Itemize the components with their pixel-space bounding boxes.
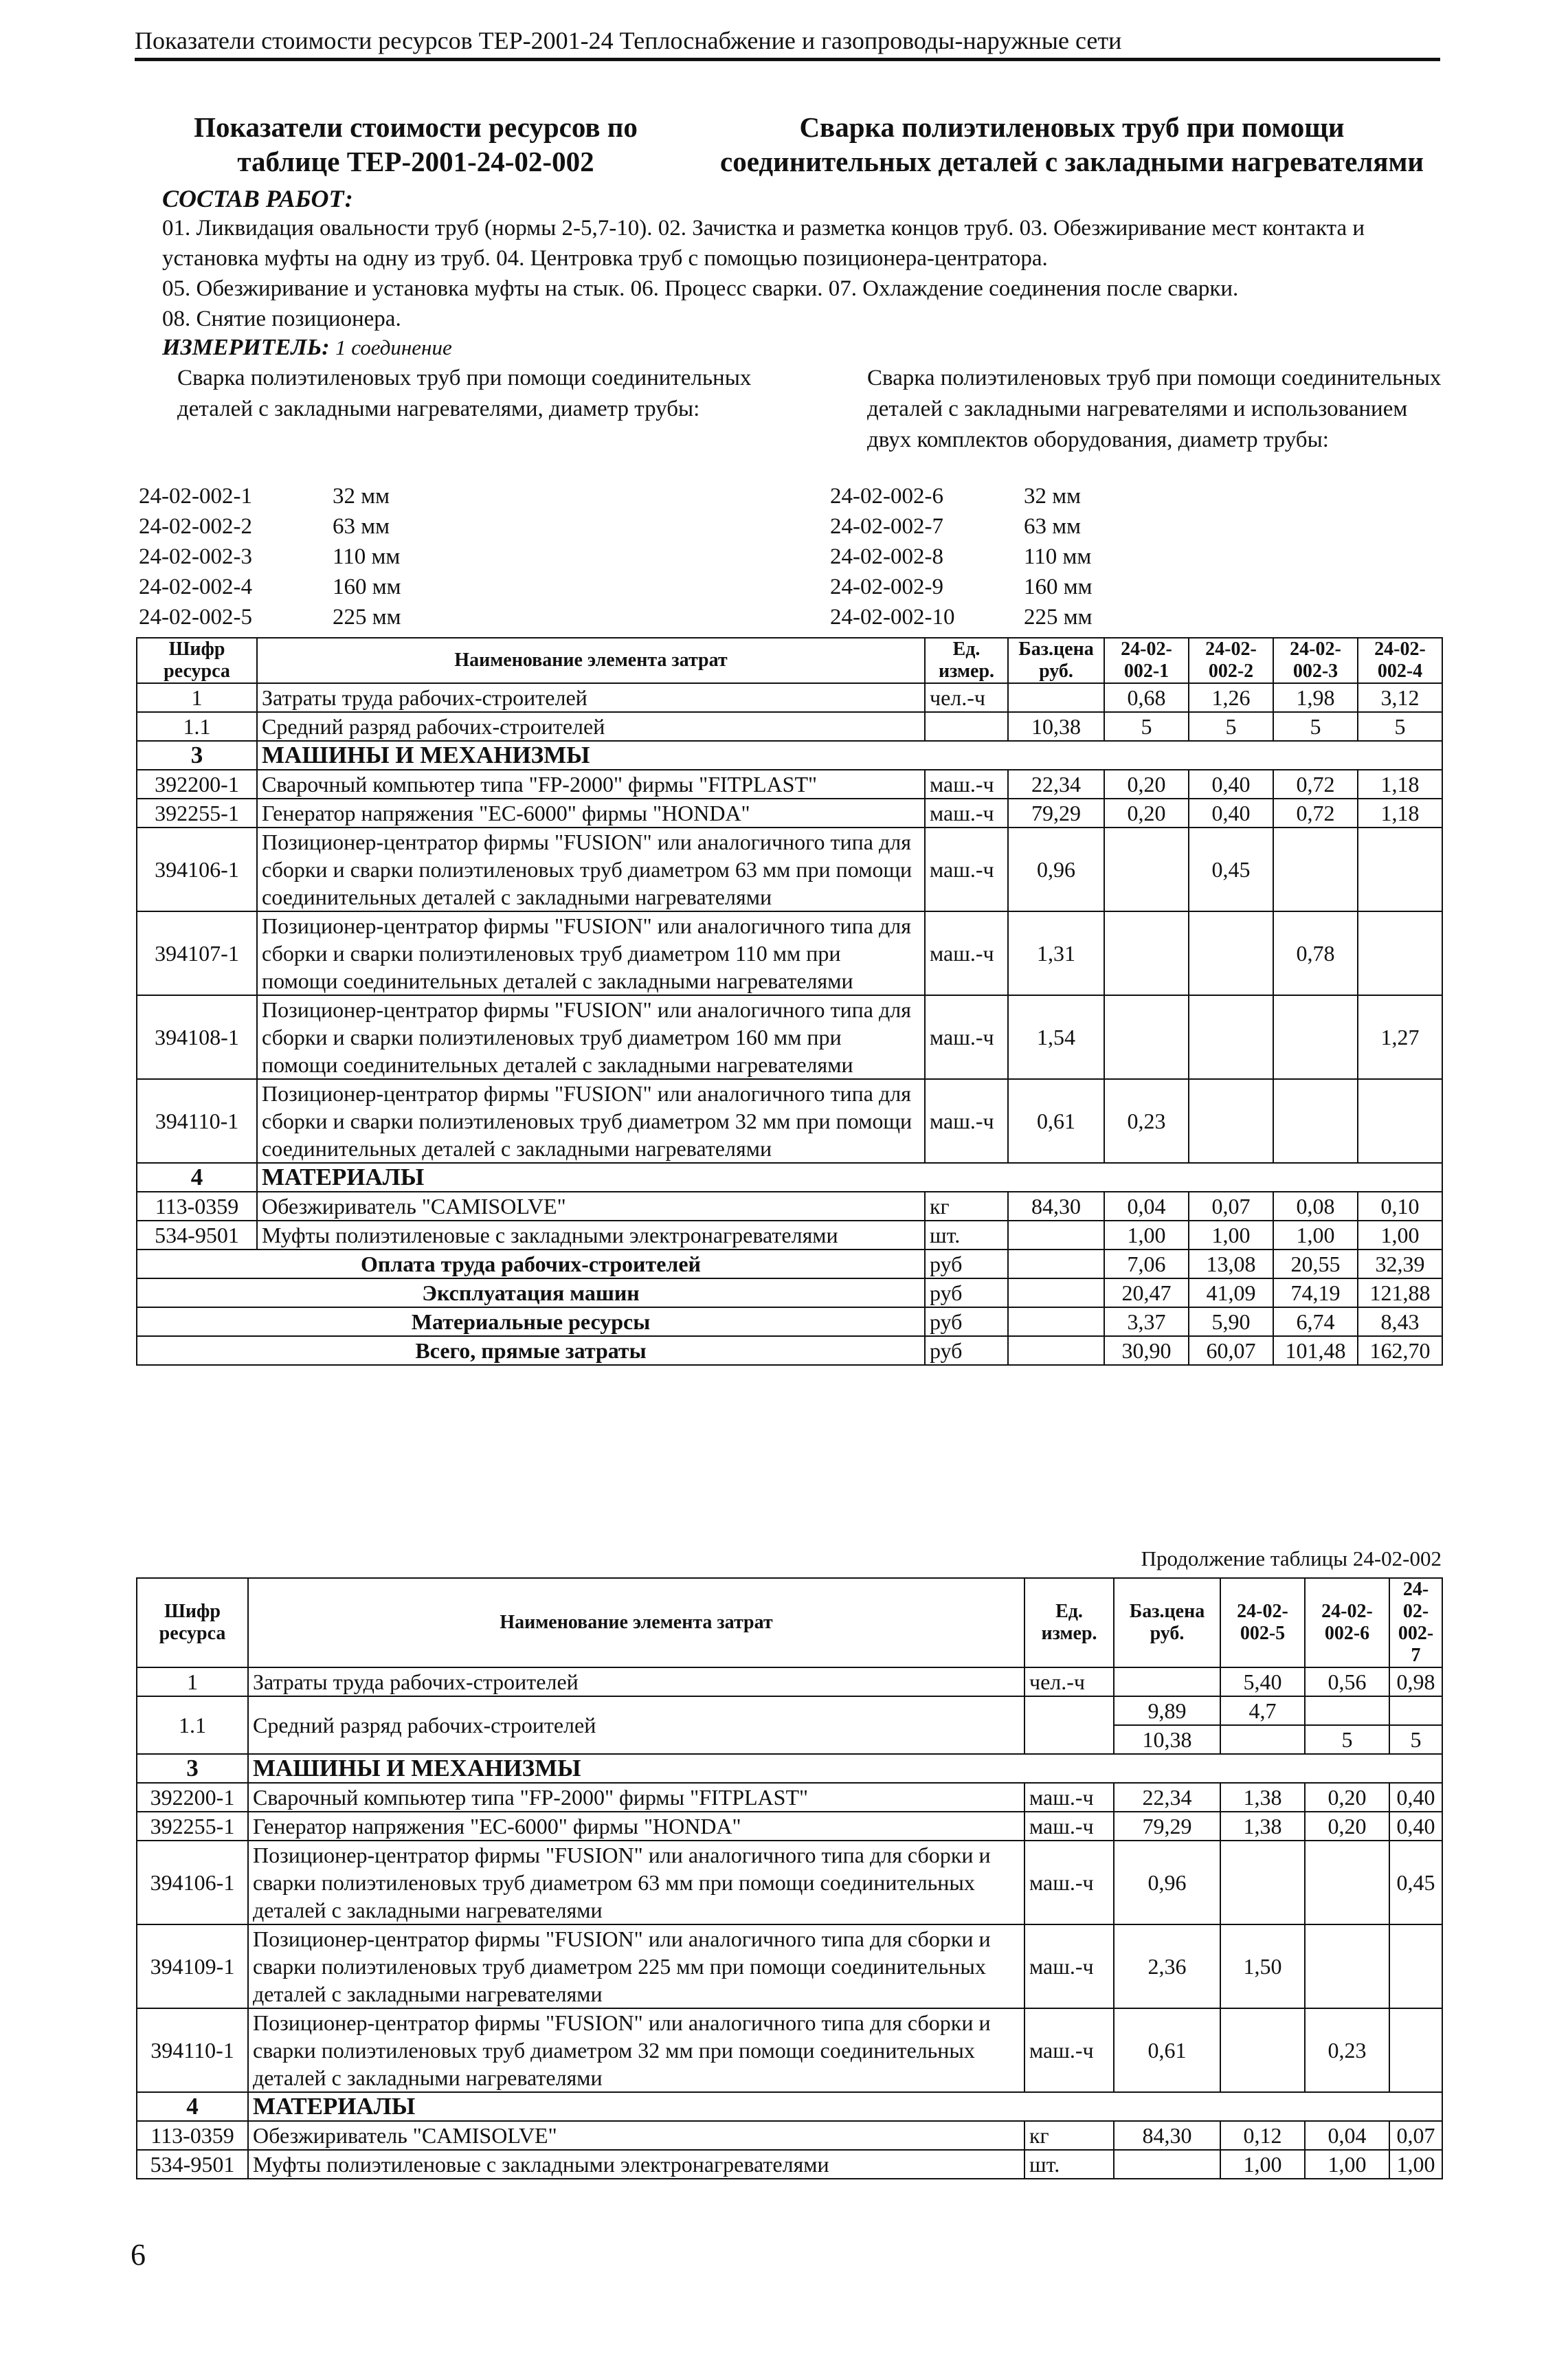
name-cell: Обезжириватель "CAMISOLVE" xyxy=(248,2121,1024,2150)
code: 24-02-002-5 xyxy=(139,605,252,630)
value-cell: 9,89 xyxy=(1114,1696,1220,1725)
column-header: 24-02-002-4 xyxy=(1358,638,1442,683)
value-cell xyxy=(1114,1667,1220,1696)
value-cell: 0,72 xyxy=(1273,770,1358,799)
value-cell: 0,45 xyxy=(1189,828,1273,911)
value-cell: 1,00 xyxy=(1273,1221,1358,1250)
table-row xyxy=(137,911,1442,995)
code: 24-02-002-1 xyxy=(139,484,252,509)
table-header-row xyxy=(137,638,1442,683)
code-cell: 1 xyxy=(137,683,257,712)
name-cell: Позиционер-центратор фирмы "FUSION" или аналогичного типа для сборки и сварки полиэтиленовых труб диаметром 63 мм при помощи соединительных деталей с закладными нагревателями xyxy=(248,1841,1024,1924)
code-cell: 392255-1 xyxy=(137,1812,248,1841)
value-cell: 8,43 xyxy=(1358,1307,1442,1336)
table-row xyxy=(137,1250,1442,1278)
table-row xyxy=(137,1079,1442,1163)
table-row xyxy=(137,2092,1442,2121)
work-item: 01. Ликвидация овальности труб (нормы 2-5,7-10). 02. Зачистка и разметка концов труб. 03. Обезжиривание мест контакта и установка муфты на одну из труб. 04. Центровка труб с помощью позиционера-центратора. xyxy=(162,216,1365,271)
unit-cell: маш.-ч xyxy=(1024,2008,1114,2092)
value-cell xyxy=(1104,828,1189,911)
code: 24-02-002-7 xyxy=(830,514,943,539)
code-row xyxy=(139,511,401,542)
unit-cell: чел.-ч xyxy=(925,683,1008,712)
diameter: 160 мм xyxy=(1024,575,1093,599)
value-cell xyxy=(1189,911,1273,995)
continuation-note: Продолжение таблицы 24-02-002 xyxy=(1141,1546,1442,1570)
code-row xyxy=(830,542,1093,572)
table-row xyxy=(137,1754,1442,1783)
value-cell: 1,00 xyxy=(1220,2150,1305,2179)
value-cell: 1,38 xyxy=(1220,1812,1305,1841)
unit-cell: маш.-ч xyxy=(1024,1783,1114,1812)
code-cell: 534-9501 xyxy=(137,2150,248,2179)
value-cell: 1,38 xyxy=(1220,1783,1305,1812)
value-cell: 0,23 xyxy=(1305,2008,1389,2092)
desc-left: Сварка полиэтиленовых труб при помощи соединительных деталей с закладными нагревателями, диаметр трубы: xyxy=(177,366,752,421)
table-row xyxy=(137,799,1442,828)
table-row xyxy=(137,828,1442,911)
code-cell: 394110-1 xyxy=(137,2008,248,2092)
code-row xyxy=(139,481,401,511)
value-cell: 0,61 xyxy=(1114,2008,1220,2092)
value-cell: 3,37 xyxy=(1104,1307,1189,1336)
code-row xyxy=(830,481,1093,511)
value-cell: 0,40 xyxy=(1189,770,1273,799)
section-code: 3 xyxy=(137,741,257,770)
value-cell: 0,40 xyxy=(1189,799,1273,828)
value-cell: 0,20 xyxy=(1305,1812,1389,1841)
value-cell xyxy=(1220,1725,1305,1754)
column-header: 24-02-002-5 xyxy=(1220,1578,1305,1667)
value-cell xyxy=(1220,1841,1305,1924)
code-cell: 1 xyxy=(137,1667,248,1696)
value-cell: 0,20 xyxy=(1104,799,1189,828)
name-cell: Муфты полиэтиленовые с закладными электронагревателями xyxy=(248,2150,1024,2179)
unit-cell: кг xyxy=(1024,2121,1114,2150)
unit-cell: маш.-ч xyxy=(925,828,1008,911)
code-cell: 394106-1 xyxy=(137,1841,248,1924)
value-cell xyxy=(1273,995,1358,1079)
value-cell: 3,12 xyxy=(1358,683,1442,712)
table-row xyxy=(137,1278,1442,1307)
value-cell xyxy=(1104,995,1189,1079)
name-cell: Генератор напряжения "EC-6000" фирмы "HONDA" xyxy=(257,799,925,828)
unit-cell: маш.-ч xyxy=(925,911,1008,995)
section-title: МАТЕРИАЛЫ xyxy=(248,2092,1442,2121)
value-cell: 5 xyxy=(1273,712,1358,741)
table-row xyxy=(137,770,1442,799)
value-cell xyxy=(1008,1250,1104,1278)
value-cell: 0,61 xyxy=(1008,1079,1104,1163)
value-cell xyxy=(1389,1924,1442,2008)
value-cell: 0,20 xyxy=(1305,1783,1389,1812)
value-cell: 1,00 xyxy=(1189,1221,1273,1250)
codes-right xyxy=(830,481,1093,632)
code-cell: 113-0359 xyxy=(137,1192,257,1221)
total-label: Материальные ресурсы xyxy=(137,1307,925,1336)
code: 24-02-002-8 xyxy=(830,544,943,569)
column-header: 24-02-002-2 xyxy=(1189,638,1273,683)
name-cell: Генератор напряжения "EC-6000" фирмы "HONDA" xyxy=(248,1812,1024,1841)
value-cell xyxy=(1305,1841,1389,1924)
value-cell: 41,09 xyxy=(1189,1278,1273,1307)
value-cell: 0,10 xyxy=(1358,1192,1442,1221)
value-cell: 79,29 xyxy=(1114,1812,1220,1841)
name-cell: Затраты труда рабочих-строителей xyxy=(248,1667,1024,1696)
total-label: Всего, прямые затраты xyxy=(137,1336,925,1365)
unit-cell: шт. xyxy=(1024,2150,1114,2179)
code-cell: 392200-1 xyxy=(137,770,257,799)
value-cell: 20,47 xyxy=(1104,1278,1189,1307)
name-cell: Позиционер-центратор фирмы "FUSION" или аналогичного типа для сборки и сварки полиэтиленовых труб диаметром 110 мм при помощи соединительных деталей с закладными нагревателями xyxy=(257,911,925,995)
value-cell: 1,00 xyxy=(1358,1221,1442,1250)
value-cell xyxy=(1273,828,1358,911)
value-cell xyxy=(1189,995,1273,1079)
value-cell xyxy=(1008,683,1104,712)
value-cell xyxy=(1189,1079,1273,1163)
diameter: 110 мм xyxy=(1024,544,1092,569)
value-cell xyxy=(1358,911,1442,995)
value-cell: 121,88 xyxy=(1358,1278,1442,1307)
title-left: Показатели стоимости ресурсов по таблице ТЕР-2001-24-02-002 xyxy=(194,111,638,177)
code-cell: 394109-1 xyxy=(137,1924,248,2008)
value-cell: 0,04 xyxy=(1104,1192,1189,1221)
code: 24-02-002-4 xyxy=(139,575,252,599)
column-header: Баз.цена руб. xyxy=(1008,638,1104,683)
name-cell: Позиционер-центратор фирмы "FUSION" или аналогичного типа для сборки и сварки полиэтиленовых труб диаметром 225 мм при помощи соединительных деталей с закладными нагревателями xyxy=(248,1924,1024,2008)
work-item: 08. Снятие позиционера. xyxy=(162,307,401,331)
desc-right: Сварка полиэтиленовых труб при помощи соединительных деталей с закладными нагревателями и использованием двух комплектов оборудования, диаметр трубы: xyxy=(867,366,1442,452)
table-row xyxy=(137,741,1442,770)
value-cell: 0,04 xyxy=(1305,2121,1389,2150)
code-cell: 392200-1 xyxy=(137,1783,248,1812)
code-cell: 113-0359 xyxy=(137,2121,248,2150)
value-cell xyxy=(1114,2150,1220,2179)
table-row xyxy=(137,1192,1442,1221)
code: 24-02-002-3 xyxy=(139,544,252,569)
unit-cell: маш.-ч xyxy=(925,995,1008,1079)
value-cell: 5 xyxy=(1305,1725,1389,1754)
table-row xyxy=(137,712,1442,741)
value-cell: 1,00 xyxy=(1104,1221,1189,1250)
column-header: 24-02-002-6 xyxy=(1305,1578,1389,1667)
value-cell: 1,50 xyxy=(1220,1924,1305,2008)
name-cell: Муфты полиэтиленовые с закладными электронагревателями xyxy=(257,1221,925,1250)
value-cell: 32,39 xyxy=(1358,1250,1442,1278)
table-row xyxy=(137,1307,1442,1336)
value-cell: 0,78 xyxy=(1273,911,1358,995)
column-header: Шифр ресурса xyxy=(137,638,257,683)
section-code: 3 xyxy=(137,1754,248,1783)
cost-table-2 xyxy=(136,1577,1443,2179)
value-cell: 0,40 xyxy=(1389,1783,1442,1812)
name-cell: Сварочный компьютер типа "FP-2000" фирмы "FITPLAST" xyxy=(248,1783,1024,1812)
value-cell: 162,70 xyxy=(1358,1336,1442,1365)
table-row xyxy=(137,2150,1442,2179)
value-cell xyxy=(1273,1079,1358,1163)
works-list xyxy=(162,213,1440,334)
section-title: МАШИНЫ И МЕХАНИЗМЫ xyxy=(257,741,1442,770)
codes-left xyxy=(139,481,401,632)
value-cell: 22,34 xyxy=(1008,770,1104,799)
value-cell: 0,23 xyxy=(1104,1079,1189,1163)
code-row xyxy=(830,602,1093,632)
name-cell: Сварочный компьютер типа "FP-2000" фирмы "FITPLAST" xyxy=(257,770,925,799)
value-cell: 0,08 xyxy=(1273,1192,1358,1221)
name-cell: Позиционер-центратор фирмы "FUSION" или аналогичного типа для сборки и сварки полиэтиленовых труб диаметром 63 мм при помощи соединительных деталей с закладными нагревателями xyxy=(257,828,925,911)
table-row xyxy=(137,1841,1442,1924)
code-cell: 394106-1 xyxy=(137,828,257,911)
unit-cell: кг xyxy=(925,1192,1008,1221)
value-cell: 20,55 xyxy=(1273,1250,1358,1278)
value-cell: 6,74 xyxy=(1273,1307,1358,1336)
value-cell: 0,56 xyxy=(1305,1667,1389,1696)
diameter: 160 мм xyxy=(333,575,401,599)
unit-cell xyxy=(925,712,1008,741)
code-row xyxy=(139,542,401,572)
column-header: 24-02-002-1 xyxy=(1104,638,1189,683)
code-cell: 394110-1 xyxy=(137,1079,257,1163)
value-cell: 22,34 xyxy=(1114,1783,1220,1812)
code: 24-02-002-10 xyxy=(830,605,955,630)
column-header: Шифр ресурса xyxy=(137,1578,248,1667)
code-cell: 534-9501 xyxy=(137,1221,257,1250)
value-cell xyxy=(1104,911,1189,995)
value-cell xyxy=(1389,2008,1442,2092)
column-header: Наименование элемента затрат xyxy=(248,1578,1024,1667)
code-row xyxy=(830,572,1093,602)
value-cell: 84,30 xyxy=(1114,2121,1220,2150)
code-cell: 1.1 xyxy=(137,1696,248,1754)
value-cell: 1,54 xyxy=(1008,995,1104,1079)
code-cell: 1.1 xyxy=(137,712,257,741)
name-cell: Позиционер-центратор фирмы "FUSION" или аналогичного типа для сборки и сварки полиэтиленовых труб диаметром 32 мм при помощи соединительных деталей с закладными нагревателями xyxy=(257,1079,925,1163)
unit-cell: маш.-ч xyxy=(1024,1812,1114,1841)
value-cell: 1,18 xyxy=(1358,799,1442,828)
code: 24-02-002-9 xyxy=(830,575,943,599)
value-cell: 0,96 xyxy=(1008,828,1104,911)
column-header: 24-02-002-3 xyxy=(1273,638,1358,683)
value-cell: 0,07 xyxy=(1389,2121,1442,2150)
diameter: 63 мм xyxy=(333,514,390,539)
work-item: 05. Обезжиривание и установка муфты на стык. 06. Процесс сварки. 07. Охлаждение соединения после сварки. xyxy=(162,276,1239,301)
value-cell: 7,06 xyxy=(1104,1250,1189,1278)
value-cell xyxy=(1305,1696,1389,1725)
total-label: Оплата труда рабочих-строителей xyxy=(137,1250,925,1278)
name-cell: Средний разряд рабочих-строителей xyxy=(248,1696,1024,1754)
name-cell: Затраты труда рабочих-строителей xyxy=(257,683,925,712)
value-cell: 84,30 xyxy=(1008,1192,1104,1221)
column-header: 24-02-002-7 xyxy=(1389,1578,1442,1667)
section-title: МАТЕРИАЛЫ xyxy=(257,1163,1442,1192)
value-cell: 0,68 xyxy=(1104,683,1189,712)
name-cell: Обезжириватель "CAMISOLVE" xyxy=(257,1192,925,1221)
measure xyxy=(162,335,452,361)
sostav-label: СОСТАВ РАБОТ: xyxy=(162,185,353,212)
value-cell: 0,96 xyxy=(1114,1841,1220,1924)
value-cell: 1,26 xyxy=(1189,683,1273,712)
code: 24-02-002-6 xyxy=(830,484,943,509)
unit-cell: маш.-ч xyxy=(925,770,1008,799)
table-row xyxy=(137,1812,1442,1841)
code: 24-02-002-2 xyxy=(139,514,252,539)
table-row xyxy=(137,2008,1442,2092)
value-cell: 0,72 xyxy=(1273,799,1358,828)
value-cell: 1,27 xyxy=(1358,995,1442,1079)
diameter: 32 мм xyxy=(1024,484,1082,509)
value-cell xyxy=(1220,2008,1305,2092)
unit-cell: чел.-ч xyxy=(1024,1667,1114,1696)
total-label: Эксплуатация машин xyxy=(137,1278,925,1307)
diameter: 63 мм xyxy=(1024,514,1082,539)
code-cell: 392255-1 xyxy=(137,799,257,828)
value-cell: 101,48 xyxy=(1273,1336,1358,1365)
column-header: Баз.цена руб. xyxy=(1114,1578,1220,1667)
value-cell: 10,38 xyxy=(1114,1725,1220,1754)
value-cell xyxy=(1008,1278,1104,1307)
diameter: 32 мм xyxy=(333,484,390,509)
value-cell xyxy=(1358,828,1442,911)
unit-cell: руб xyxy=(925,1336,1008,1365)
table-row xyxy=(137,1163,1442,1192)
value-cell: 1,00 xyxy=(1389,2150,1442,2179)
table-row xyxy=(137,1221,1442,1250)
value-cell: 1,31 xyxy=(1008,911,1104,995)
unit-cell: руб xyxy=(925,1307,1008,1336)
value-cell xyxy=(1305,1924,1389,2008)
name-cell: Позиционер-центратор фирмы "FUSION" или аналогичного типа для сборки и сварки полиэтиленовых труб диаметром 160 мм при помощи соединительных деталей с закладными нагревателями xyxy=(257,995,925,1079)
code-row xyxy=(830,511,1093,542)
unit-cell: маш.-ч xyxy=(1024,1841,1114,1924)
measure-label: ИЗМЕРИТЕЛЬ: xyxy=(162,335,330,360)
value-cell: 13,08 xyxy=(1189,1250,1273,1278)
unit-cell: руб xyxy=(925,1250,1008,1278)
value-cell xyxy=(1008,1221,1104,1250)
diameter: 225 мм xyxy=(1024,605,1093,630)
header-rule xyxy=(135,58,1440,61)
section-title: МАШИНЫ И МЕХАНИЗМЫ xyxy=(248,1754,1442,1783)
table-row xyxy=(137,2121,1442,2150)
section-code: 4 xyxy=(137,1163,257,1192)
value-cell: 2,36 xyxy=(1114,1924,1220,2008)
code-cell: 394107-1 xyxy=(137,911,257,995)
diameter: 110 мм xyxy=(333,544,401,569)
table-row xyxy=(137,1783,1442,1812)
section-code: 4 xyxy=(137,2092,248,2121)
table-row xyxy=(137,1924,1442,2008)
measure-value: 1 соединение xyxy=(335,335,452,359)
value-cell xyxy=(1358,1079,1442,1163)
cost-table-1 xyxy=(136,637,1443,1366)
code-cell: 394108-1 xyxy=(137,995,257,1079)
value-cell: 0,98 xyxy=(1389,1667,1442,1696)
value-cell: 5 xyxy=(1189,712,1273,741)
value-cell: 0,07 xyxy=(1189,1192,1273,1221)
table-row xyxy=(137,1336,1442,1365)
value-cell: 1,00 xyxy=(1305,2150,1389,2179)
value-cell: 5 xyxy=(1358,712,1442,741)
unit-cell: руб xyxy=(925,1278,1008,1307)
table-row xyxy=(137,1696,1442,1725)
value-cell xyxy=(1389,1696,1442,1725)
value-cell: 30,90 xyxy=(1104,1336,1189,1365)
unit-cell: маш.-ч xyxy=(925,1079,1008,1163)
name-cell: Позиционер-центратор фирмы "FUSION" или аналогичного типа для сборки и сварки полиэтиленовых труб диаметром 32 мм при помощи соединительных деталей с закладными нагревателями xyxy=(248,2008,1024,2092)
name-cell: Средний разряд рабочих-строителей xyxy=(257,712,925,741)
value-cell: 79,29 xyxy=(1008,799,1104,828)
table-row xyxy=(137,1667,1442,1696)
value-cell: 0,45 xyxy=(1389,1841,1442,1924)
value-cell: 4,7 xyxy=(1220,1696,1305,1725)
value-cell: 5,40 xyxy=(1220,1667,1305,1696)
column-header: Наименование элемента затрат xyxy=(257,638,925,683)
column-header: Ед. измер. xyxy=(1024,1578,1114,1667)
value-cell xyxy=(1008,1307,1104,1336)
running-header: Показатели стоимости ресурсов ТЕР-2001-24 Теплоснабжение и газопроводы-наружные сети xyxy=(135,27,1122,54)
value-cell: 5 xyxy=(1104,712,1189,741)
unit-cell: маш.-ч xyxy=(1024,1924,1114,2008)
value-cell: 0,12 xyxy=(1220,2121,1305,2150)
value-cell: 5 xyxy=(1389,1725,1442,1754)
code-row xyxy=(139,602,401,632)
diameter: 225 мм xyxy=(333,605,401,630)
value-cell: 0,40 xyxy=(1389,1812,1442,1841)
page-number: 6 xyxy=(131,2238,146,2272)
value-cell: 1,98 xyxy=(1273,683,1358,712)
code-row xyxy=(139,572,401,602)
value-cell: 1,18 xyxy=(1358,770,1442,799)
table-row xyxy=(137,683,1442,712)
title-right: Сварка полиэтиленовых труб при помощи соединительных деталей с закладными нагревателями xyxy=(720,111,1424,177)
value-cell: 74,19 xyxy=(1273,1278,1358,1307)
value-cell: 10,38 xyxy=(1008,712,1104,741)
unit-cell: маш.-ч xyxy=(925,799,1008,828)
column-header: Ед. измер. xyxy=(925,638,1008,683)
table-header-row xyxy=(137,1578,1442,1667)
value-cell: 0,20 xyxy=(1104,770,1189,799)
unit-cell xyxy=(1024,1696,1114,1754)
unit-cell: шт. xyxy=(925,1221,1008,1250)
value-cell xyxy=(1008,1336,1104,1365)
value-cell: 60,07 xyxy=(1189,1336,1273,1365)
table-row xyxy=(137,995,1442,1079)
value-cell: 5,90 xyxy=(1189,1307,1273,1336)
